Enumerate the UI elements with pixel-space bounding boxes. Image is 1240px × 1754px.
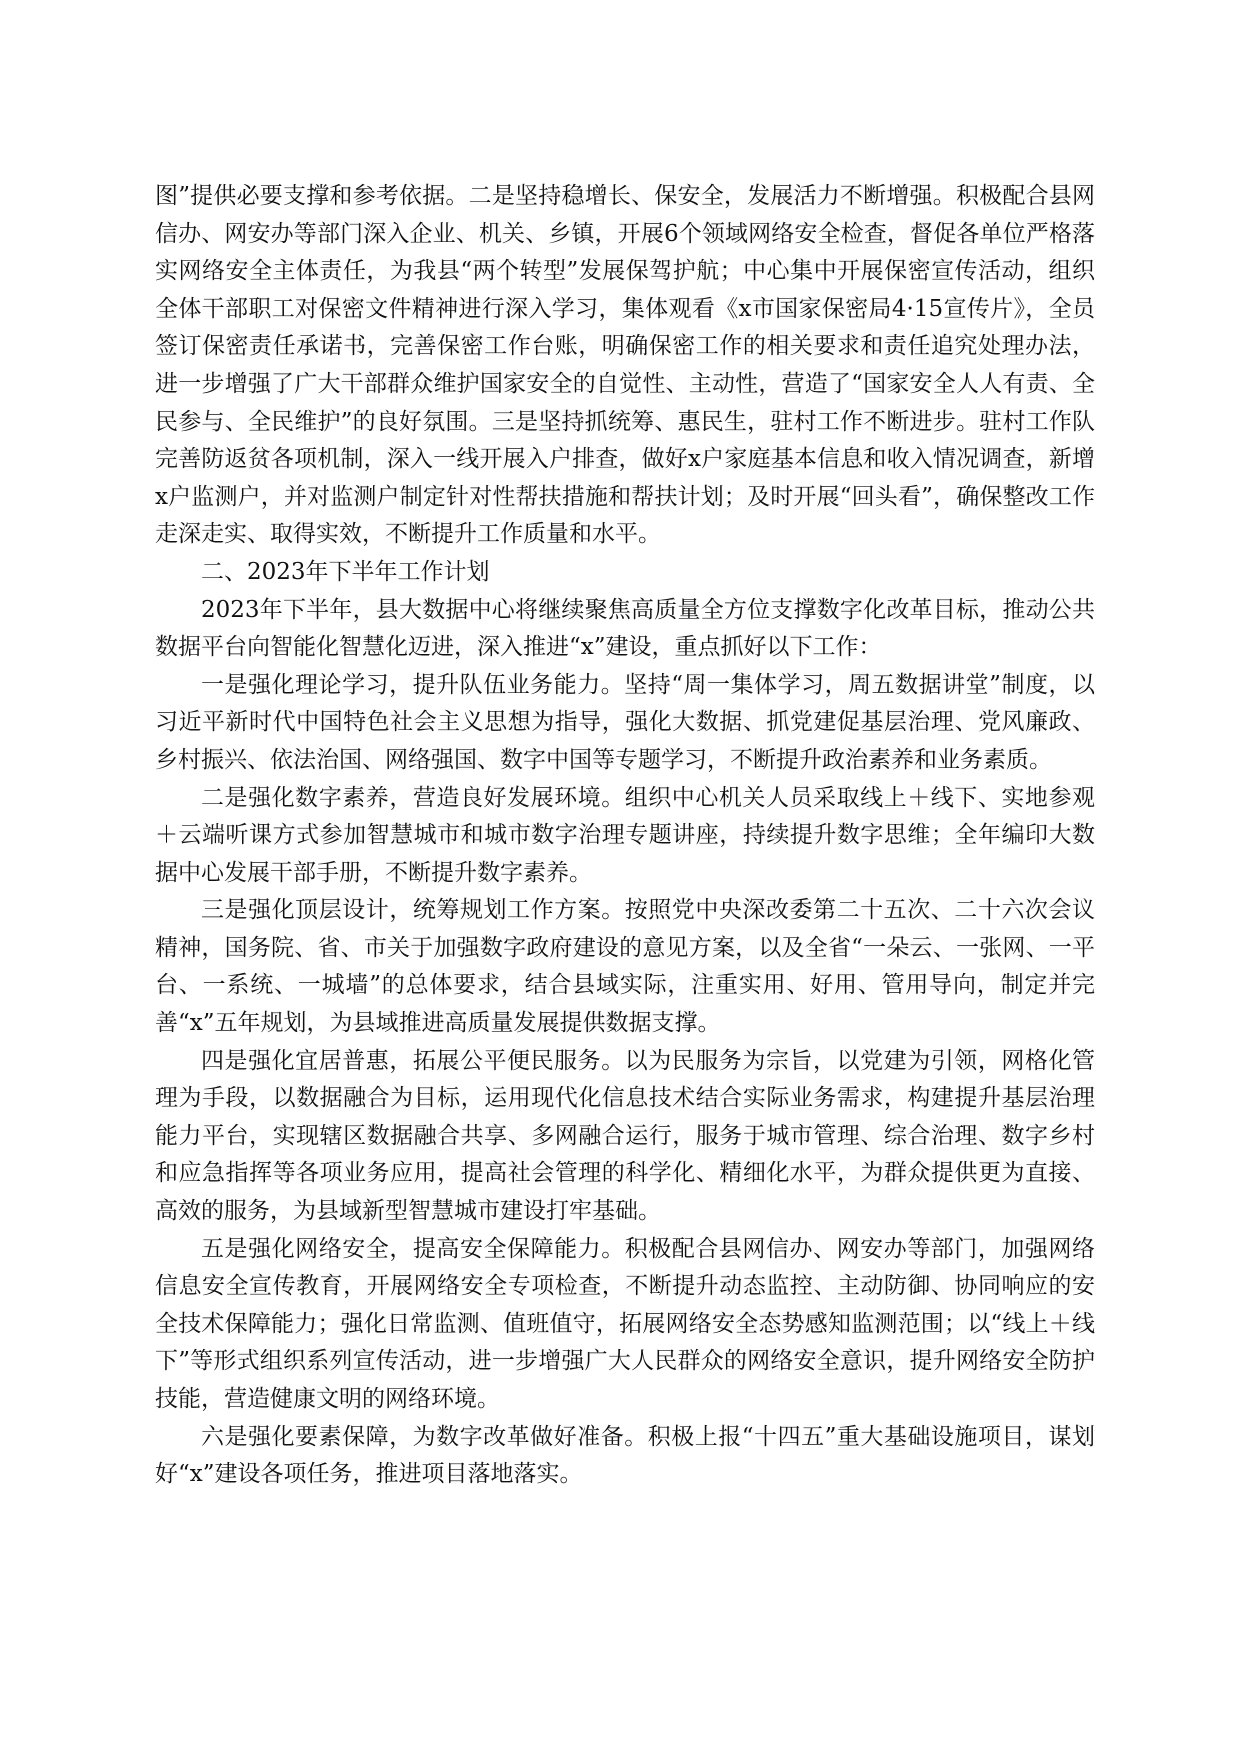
document-body (155, 178, 1095, 1494)
paragraph-item-5: 五是强化网络安全，提高安全保障能力。积极配合县网信办、网安办等部门，加强网络信息安全宣传教育，开展网络安全专项检查，不断提升动态监控、主动防御、协同响应的安全技术保障能力；强化日常监测、值班值守，拓展网络安全态势感知监测范围；以“线上＋线下”等形式组织系列宣传活动，进一步增强广大人民群众的网络安全意识，提升网络安全防护技能，营造健康文明的网络环境。 (155, 1235, 1095, 1412)
paragraph-item-6: 六是强化要素保障，为数字改革做好准备。积极上报“十四五”重大基础设施项目，谋划好“x”建设各项任务，推进项目落地落实。 (155, 1423, 1095, 1488)
paragraph-item-2: 二是强化数字素养，营造良好发展环境。组织中心机关人员采取线上＋线下、实地参观＋云端听课方式参加智慧城市和城市数字治理专题讲座，持续提升数字思维；全年编印大数据中心发展干部手册，不断提升数字素养。 (155, 784, 1095, 886)
paragraph-continuation: 图”提供必要支撑和参考依据。二是坚持稳增长、保安全，发展活力不断增强。积极配合县网信办、网安办等部门深入企业、机关、乡镇，开展6个领域网络安全检查，督促各单位严格落实网络安全主体责任，为我县“两个转型”发展保驾护航；中心集中开展保密宣传活动，组织全体干部职工对保密文件精神进行深入学习，集体观看《x市国家保密局4·15宣传片》，全员签订保密责任承诺书，完善保密工作台账，明确保密工作的相关要求和责任追究处理办法，进一步增强了广大干部群众维护国家安全的自觉性、主动性，营造了“国家安全人人有责、全民参与、全民维护”的良好氛围。三是坚持抓统筹、惠民生，驻村工作不断进步。驻村工作队完善防返贫各项机制，深入一线开展入户排查，做好x户家庭基本信息和收入情况调查，新增x户监测户，并对监测户制定针对性帮扶措施和帮扶计划；及时开展“回头看”，确保整改工作走深走实、取得实效，不断提升工作质量和水平。 (155, 183, 1095, 548)
paragraph-plan-intro: 2023年下半年，县大数据中心将继续聚焦高质量全方位支撑数字化改革目标，推动公共数据平台向智能化智慧化迈进，深入推进“x”建设，重点抓好以下工作： (155, 596, 1095, 661)
paragraph-item-4: 四是强化宜居普惠，拓展公平便民服务。以为民服务为宗旨，以党建为引领，网格化管理为手段，以数据融合为目标，运用现代化信息技术结合实际业务需求，构建提升基层治理能力平台，实现辖区数据融合共享、多网融合运行，服务于城市管理、综合治理、数字乡村和应急指挥等各项业务应用，提高社会管理的科学化、精细化水平，为群众提供更为直接、高效的服务，为县域新型智慧城市建设打牢基础。 (155, 1047, 1095, 1225)
paragraph-item-3: 三是强化顶层设计，统筹规划工作方案。按照党中央深改委第二十五次、二十六次会议精神，国务院、省、市关于加强数字政府建设的意见方案，以及全省“一朵云、一张网、一平台、一系统、一城墙”的总体要求，结合县域实际，注重实用、好用、管用导向，制定并完善“x”五年规划，为县域推进高质量发展提供数据支撑。 (155, 897, 1095, 1037)
section-heading-plan: 二、2023年下半年工作计划 (201, 558, 490, 585)
paragraph-item-1: 一是强化理论学习，提升队伍业务能力。坚持“周一集体学习，周五数据讲堂”制度，以习近平新时代中国特色社会主义思想为指导，强化大数据、抓党建促基层治理、党风廉政、乡村振兴、依法治国、网络强国、数字中国等专题学习，不断提升政治素养和业务素质。 (155, 671, 1095, 773)
